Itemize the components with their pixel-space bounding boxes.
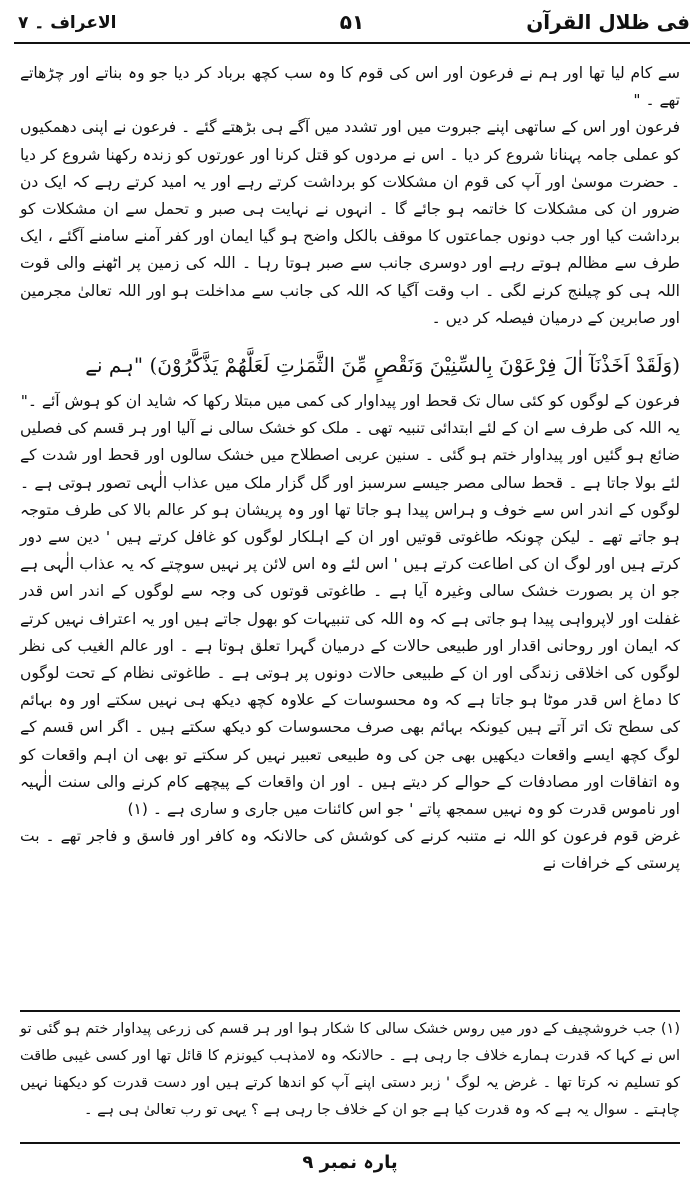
- main-text: [20, 60, 680, 878]
- footnote-divider: [20, 1010, 680, 1012]
- verse-translation-start: "ہم نے: [85, 353, 150, 378]
- chapter-label: الاعراف ۔ ۷: [18, 13, 117, 33]
- paragraph: غرض قوم فرعون کو اللہ نے متنبہ کرنے کی کوشش کی حالانکہ وہ کافر اور فاسق و فاجر تھے ۔ بت پرستی کے خرافات نے: [20, 827, 680, 873]
- book-title: فی ظلال القرآن: [526, 10, 690, 34]
- footnote: [20, 1016, 680, 1124]
- quran-verse: (وَلَقَدْ اَخَذْنَآ اٰلَ فِرْعَوْنَ بِالسِّنِيْنَ وَنَقْصٍ مِّنَ الثَّمَرٰتِ لَعَلَّهُمْ يَذَّكَّرُوْنَ): [149, 353, 680, 378]
- quran-verse-line: [20, 348, 680, 382]
- page-header: [14, 6, 690, 44]
- para-number-label: پارہ نمبر ۹: [302, 1152, 398, 1173]
- paragraph: فرعون کے لوگوں کو کئی سال تک قحط اور پیداوار کی کمی میں مبتلا رکھا کہ شاید ان کو ہوش آئے ۔": [20, 392, 680, 411]
- page-number: ۵۱: [339, 10, 365, 34]
- paragraph: یہ اللہ کی طرف سے ان کے لئے ابتدائی تنبیہ تھی ۔ ملک کو خشک سالی نے آلیا اور ہر قسم کی فصلیں ضائع ہو گئیں اور پیداوار ختم ہو گئی ۔ سنین عربی اصطلاح میں خشک سالوں اور قحط اور شدت کے لئے بولا جاتا ہے ۔ قحط سالی مصر جیسے سرسبز اور گل گزار ملک میں عذاب الٰہی تصور ہوتی ہے ۔ لوگوں کے اندر اس سے خوف و ہراس پیدا ہو جاتا تھا اور وہ پریشان ہو کر عالم بالا کی طرف متوجہ ہو جاتے تھے ۔ لیکن چونکہ طاغوتی قوتیں اور ان کے اہلکار لوگوں کو غافل کرتے ہیں ' دین سے دور کرتے ہیں اور لوگ ان کی اطاعت کرتے ہیں ' اس لئے وہ اس لائن پر نہیں سوچتے کہ یہ عذاب الٰہی ہے جو ان پر بصورت خشک سالی وغیرہ آیا ہے ۔ طاغوتی قوتوں کی وجہ سے لوگوں کے اندر اس قدر غفلت اور لاپرواہی پیدا ہو جاتی ہے کہ وہ اللہ کی تنبیہات کو بھول جاتے ہیں اور یہ اعتراف نہیں کرتے کہ ایمان اور روحانی اقدار اور طبیعی حالات کے درمیان گہرا تعلق ہوتا ہے ۔ اور عالم الغیب کی نظر لوگوں کی اخلاقی زندگی اور ان کے طبیعی حالات دونوں پر ہوتی ہے ۔ طاغوتی نظام کے تحت لوگوں کا دماغ اس قدر موٹا ہو جاتا ہے کہ وہ محسوسات کے علاوہ کچھ دیکھ ہی نہیں سکتے اور وہ بہائم کی سطح تک اتر آتے ہیں کیونکہ بہائم بھی صرف محسوسات کو دیکھ سکتے ہیں ۔ اگر اس قسم کے لوگ کچھ ایسے واقعات دیکھیں بھی جن کی وہ طبیعی تعبیر نہیں کر سکتے تو بھی ان اہم واقعات کو وہ اتفاقات اور مصادفات کے حوالے کر دیتے ہیں ۔ اور ان واقعات کے پیچھے کام کرنے والی سنت الٰہیہ اور ناموس قدرت کو وہ نہیں سمجھ پاتے ' جو اس کائنات میں جاری و ساری ہے ۔ (۱): [20, 419, 680, 819]
- paragraph: سے کام لیا تھا اور ہم نے فرعون اور اس کی قوم کا وہ سب کچھ برباد کر دیا جو وہ بناتے اور چڑھاتے تھے ۔ ": [20, 64, 680, 110]
- footnote-text: (۱) جب خروشچیف کے دور میں روس خشک سالی کا شکار ہوا اور ہر قسم کی زرعی پیداوار ختم ہو گئی تو اس نے کہا کہ قدرت ہمارے خلاف جا رہی ہے ۔ حالانکہ وہ لامذہب کیونزم کا قائل تھا اور کسی غیبی طاقت کو تسلیم نہ کرتا تھا ۔ غرض یہ لوگ ' زبر دستی اپنے آپ کو اندھا کرتے ہیں اور دست قدرت کو دیکھنا نہیں چاہتے ۔ سوال یہ ہے کہ وہ قدرت کیا ہے جو ان کے خلاف جا رہی ہے ؟ یہی تو رب تعالیٰ ہی ہے ۔: [20, 1021, 680, 1118]
- paragraph: فرعون اور اس کے ساتھی اپنے جبروت میں اور تشدد میں آگے ہی بڑھتے گئے ۔ فرعون نے اپنی دھمکیوں کو عملی جامہ پہنانا شروع کر دیا ۔ اس نے مردوں کو قتل کرنا اور عورتوں کو زندہ رکھنا شروع کر دیا ۔ حضرت موسیٰ اور آپ کی قوم ان مشکلات کو برداشت کرتے رہے اور یہ امید کرتے رہے کہ ایک دن ضرور ان کی مشکلات کا خاتمہ ہو جائے گا ۔ انہوں نے نہایت ہی صبر و تحمل سے ان مشکلات کو برداشت کیا اور جب دونوں جماعتوں کا موقف بالکل واضح ہو گیا ایمان اور کفر آمنے سامنے آگئے ، ایک طرف سے مظالم ہوتے رہے اور دوسری جانب سے صبر ہوتا رہا ۔ اللہ کی زمین پر اٹھنے والی قوت اللہ ہی کو چیلنج کرنے لگی ۔ اب وقت آگیا کہ اللہ کی جانب سے مداخلت ہو اور اللہ تعالیٰ مجرمین اور صابرین کے درمیان فیصلہ کر دیں ۔: [20, 118, 680, 327]
- footer-divider: [20, 1142, 680, 1144]
